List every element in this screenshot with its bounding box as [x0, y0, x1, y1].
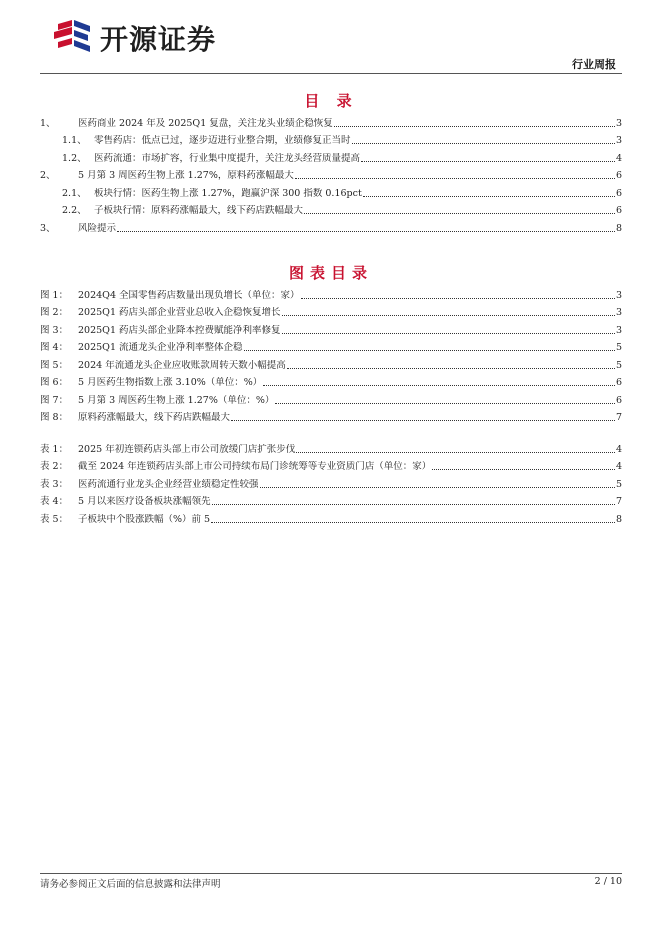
dot-leader: [304, 213, 615, 214]
dot-leader: [282, 333, 615, 334]
entry-number: 表 1：: [40, 443, 69, 455]
figures-toc-title: 图表目录: [288, 264, 373, 282]
figures-list: [40, 284, 622, 424]
entry-page: 3: [615, 135, 622, 146]
dot-leader: [363, 196, 615, 197]
entry-title: 零售药店：低点已过，逐步迈进行业整合期，业绩修复正当时: [94, 135, 351, 146]
entry-number: 3、: [40, 222, 56, 234]
entry-page: 4: [615, 152, 622, 164]
toc-entry[interactable]: [40, 165, 622, 183]
report-type-label: 行业周报: [572, 58, 616, 71]
footer-disclaimer: 请务必参阅正文后面的信息披露和法律声明: [40, 879, 221, 890]
entry-page: 5: [615, 478, 622, 490]
entry-page: 8: [615, 222, 622, 234]
dot-leader: [211, 522, 615, 523]
toc-entry[interactable]: [40, 217, 622, 235]
toc-entry[interactable]: [40, 354, 622, 372]
entry-number: 1、: [40, 117, 56, 129]
toc-entry[interactable]: [40, 508, 622, 526]
entry-page: 8: [615, 513, 622, 525]
toc-entry[interactable]: [40, 389, 622, 407]
entry-page: 6: [615, 187, 622, 199]
entry-number: 图 5：: [40, 359, 69, 371]
entry-page: 5: [615, 359, 622, 371]
toc-entry[interactable]: [40, 147, 622, 165]
entry-page: 4: [615, 443, 622, 455]
entry-title: 风险提示: [78, 222, 117, 234]
toc-entry[interactable]: [40, 407, 622, 425]
entry-page: 3: [615, 117, 622, 129]
toc-entry[interactable]: [40, 112, 622, 130]
entry-title: 医药流通：市场扩容，行业集中度提升，关注龙头经营质量提高: [94, 152, 361, 164]
entry-title: 医药流通行业龙头企业经营业绩稳定性较强: [78, 478, 259, 490]
entry-title: 2025Q1 药店头部企业营业总收入企稳恢复增长: [78, 307, 281, 318]
dot-leader: [334, 126, 615, 127]
entry-number: 图 1：: [40, 289, 69, 301]
toc-title: 目 录: [304, 92, 358, 110]
entry-number: 1.1、: [62, 135, 87, 146]
entry-title: 5 月第 3 周医药生物上涨 1.27%，原料药涨幅最大: [78, 170, 294, 181]
entry-number: 表 4：: [40, 496, 69, 507]
toc-entry[interactable]: [40, 456, 622, 474]
entry-title: 5 月医药生物指数上涨 3.10%（单位：%）: [78, 377, 263, 388]
toc-entry[interactable]: [40, 491, 622, 509]
entry-title: 2025Q1 流通龙头企业净利率整体企稳: [78, 342, 243, 353]
entry-page: 7: [615, 412, 622, 423]
toc-list: [40, 112, 622, 235]
entry-title: 板块行情：医药生物上涨 1.27%，跑赢沪深 300 指数 0.16pct: [94, 187, 362, 199]
dot-leader: [282, 315, 615, 316]
toc-entry[interactable]: [40, 284, 622, 302]
toc-entry[interactable]: [40, 337, 622, 355]
entry-number: 1.2、: [62, 152, 87, 164]
entry-title: 2024 年流通龙头企业应收账款周转天数小幅提高: [78, 359, 286, 371]
entry-title: 子板块中个股涨跌幅（%）前 5: [78, 513, 211, 525]
dot-leader: [212, 504, 615, 505]
toc-entry[interactable]: [40, 372, 622, 390]
dot-leader: [432, 469, 615, 470]
entry-title: 原料药涨幅最大，线下药店跌幅最大: [78, 412, 231, 423]
entry-page: 5: [615, 342, 622, 353]
dot-leader: [361, 161, 615, 162]
entry-number: 图 8：: [40, 412, 69, 423]
dot-leader: [260, 487, 615, 488]
entry-number: 图 3：: [40, 324, 69, 336]
entry-number: 图 6：: [40, 377, 69, 388]
entry-number: 图 7：: [40, 394, 69, 406]
toc-entry[interactable]: [40, 438, 622, 456]
entry-number: 2、: [40, 170, 56, 181]
entry-number: 表 3：: [40, 478, 69, 490]
dot-leader: [117, 231, 615, 232]
dot-leader: [263, 385, 615, 386]
logo-text: 开源证券: [100, 23, 217, 56]
entry-page: 4: [615, 461, 622, 472]
toc-entry[interactable]: [40, 473, 622, 491]
entry-number: 图 2：: [40, 307, 69, 318]
entry-number: 2.1、: [62, 187, 87, 199]
entry-title: 2025Q1 药店头部企业降本控费赋能净利率修复: [78, 324, 281, 336]
dot-leader: [301, 298, 615, 299]
entry-title: 2024Q4 全国零售药店数量出现负增长（单位：家）: [78, 289, 300, 301]
page-header: [40, 16, 622, 74]
dot-leader: [296, 452, 615, 453]
dot-leader: [287, 368, 615, 369]
dot-leader: [231, 420, 615, 421]
company-logo: [50, 18, 216, 58]
dot-leader: [295, 178, 615, 179]
toc-entry[interactable]: [40, 200, 622, 218]
logo-mark-icon: [50, 18, 94, 58]
entry-number: 表 5：: [40, 513, 69, 525]
toc-entry[interactable]: [40, 302, 622, 320]
tables-list: [40, 438, 622, 526]
dot-leader: [244, 350, 615, 351]
entry-title: 医药商业 2024 年及 2025Q1 复盘，关注龙头业绩企稳恢复: [78, 117, 333, 129]
entry-number: 表 2：: [40, 461, 69, 472]
footer-divider: [40, 873, 622, 874]
entry-number: 图 4：: [40, 342, 69, 353]
entry-page: 3: [615, 324, 622, 336]
entry-title: 5 月以来医疗设备板块涨幅领先: [78, 496, 211, 507]
entry-page: 7: [615, 496, 622, 507]
toc-entry[interactable]: [40, 130, 622, 148]
toc-entry[interactable]: [40, 182, 622, 200]
entry-page: 6: [615, 205, 622, 216]
entry-title: 子板块行情：原料药涨幅最大，线下药店跌幅最大: [94, 205, 304, 216]
entry-number: 2.2、: [62, 205, 87, 216]
entry-page: 3: [615, 307, 622, 318]
entry-page: 3: [615, 289, 622, 301]
page-number: 2 / 10: [594, 876, 622, 887]
entry-title: 5 月第 3 周医药生物上涨 1.27%（单位：%）: [78, 394, 275, 406]
dot-leader: [275, 403, 615, 404]
entry-title: 截至 2024 年连锁药店头部上市公司持续布局门诊统筹等专业资质门店（单位：家）: [78, 461, 432, 472]
entry-page: 6: [615, 170, 622, 181]
toc-entry[interactable]: [40, 319, 622, 337]
entry-title: 2025 年初连锁药店头部上市公司放缓门店扩张步伐: [78, 443, 296, 455]
header-divider: [40, 73, 622, 74]
entry-page: 6: [615, 394, 622, 406]
dot-leader: [352, 143, 615, 144]
entry-page: 6: [615, 377, 622, 388]
